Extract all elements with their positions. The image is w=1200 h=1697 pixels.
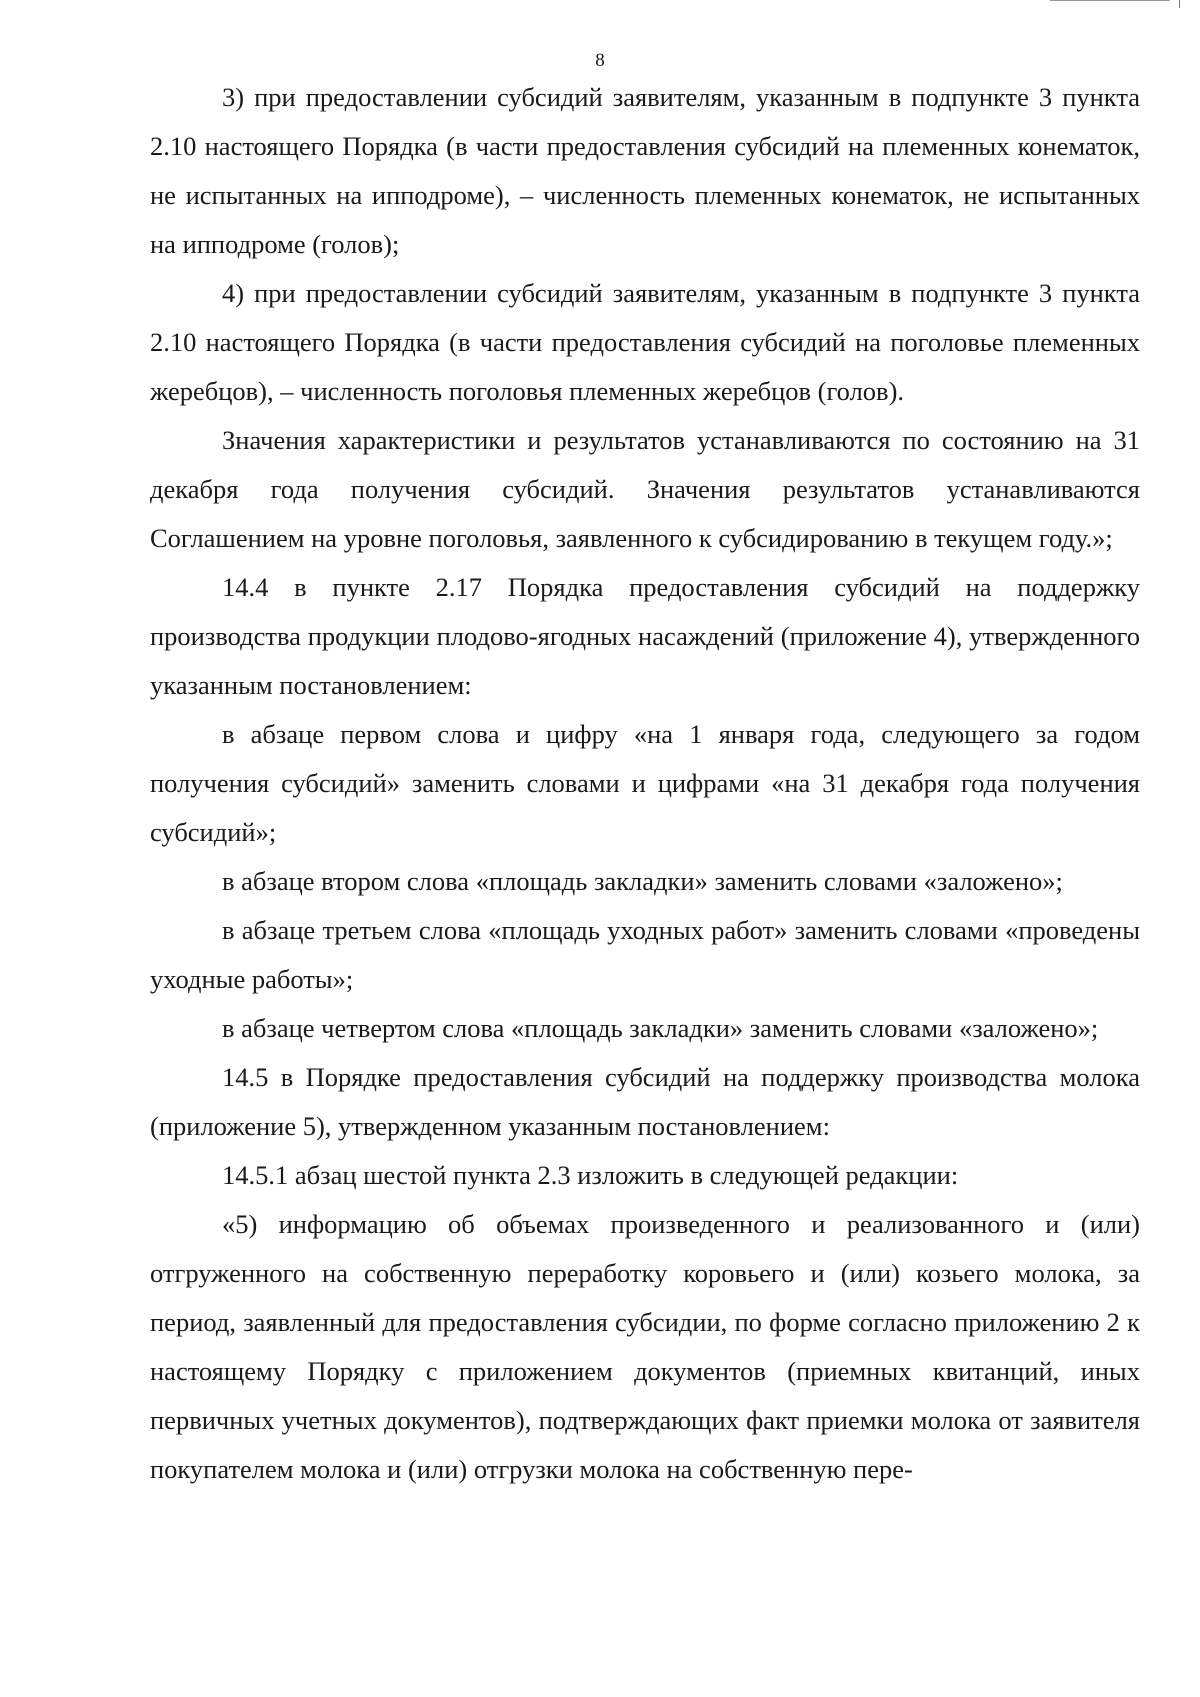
page-number: 8 [595, 50, 605, 71]
paragraph-fourth-abzac: в абзаце четвертом слова «площадь закладки» заменить словами «заложено»; [222, 1013, 1099, 1043]
paragraph-first-abzac: в абзаце первом слова и цифру «на 1 января года, следующего за годом получения субсидий» заменить словами и цифрами «на 31 декабря года получения субсидий»; [150, 719, 1140, 847]
scan-edge-tick [1179, 0, 1180, 8]
paragraph-14-5: 14.5 в Порядке предоставления субсидий на поддержку производства молока (приложение 5), утвержденном указанным постановлением: [150, 1062, 1140, 1141]
scan-edge-mark [1050, 0, 1170, 3]
paragraph-results-values: Значения характеристики и результатов устанавливаются по состоянию на 31 декабря года получения субсидий. Значения результатов устанавливаются Соглашением на уровне поголовья, заявленного к субсидированию в текущем году.»; [150, 425, 1140, 553]
document-body [150, 73, 1140, 1494]
paragraph-quote-5: «5) информацию об объемах произведенного и реализованного и (или) отгруженного на собственную переработку коровьего и (или) козьего молока, за период, заявленный для предоставления субсидии, по форме согласно приложению 2 к настоящему Порядку с приложением документов (приемных квитанций, иных первичных учетных документов), подтверждающих факт приемки молока от заявителя покупателем молока и (или) отгрузки молока на собственную пере- [150, 1209, 1140, 1484]
paragraph-14-4: 14.4 в пункте 2.17 Порядка предоставления субсидий на поддержку производства продукции плодово-ягодных насаждений (приложение 4), утвержденного указанным постановлением: [150, 572, 1140, 700]
paragraph-second-abzac: в абзаце втором слова «площадь закладки» заменить словами «заложено»; [222, 866, 1063, 896]
paragraph-item-4: 4) при предоставлении субсидий заявителям, указанным в подпункте 3 пункта 2.10 настоящего Порядка (в части предоставления субсидий на поголовье племенных жеребцов), – численность поголовья племенных жеребцов (голов). [150, 278, 1140, 406]
paragraph-item-3: 3) при предоставлении субсидий заявителям, указанным в подпункте 3 пункта 2.10 настоящего Порядка (в части предоставления субсидий на племенных конематок, не испытанных на ипподроме), – численность племенных конематок, не испытанных на ипподроме (голов); [150, 82, 1140, 259]
paragraph-third-abzac: в абзаце третьем слова «площадь уходных работ» заменить словами «проведены уходные работы»; [150, 915, 1140, 994]
paragraph-14-5-1: 14.5.1 абзац шестой пункта 2.3 изложить в следующей редакции: [222, 1160, 959, 1190]
